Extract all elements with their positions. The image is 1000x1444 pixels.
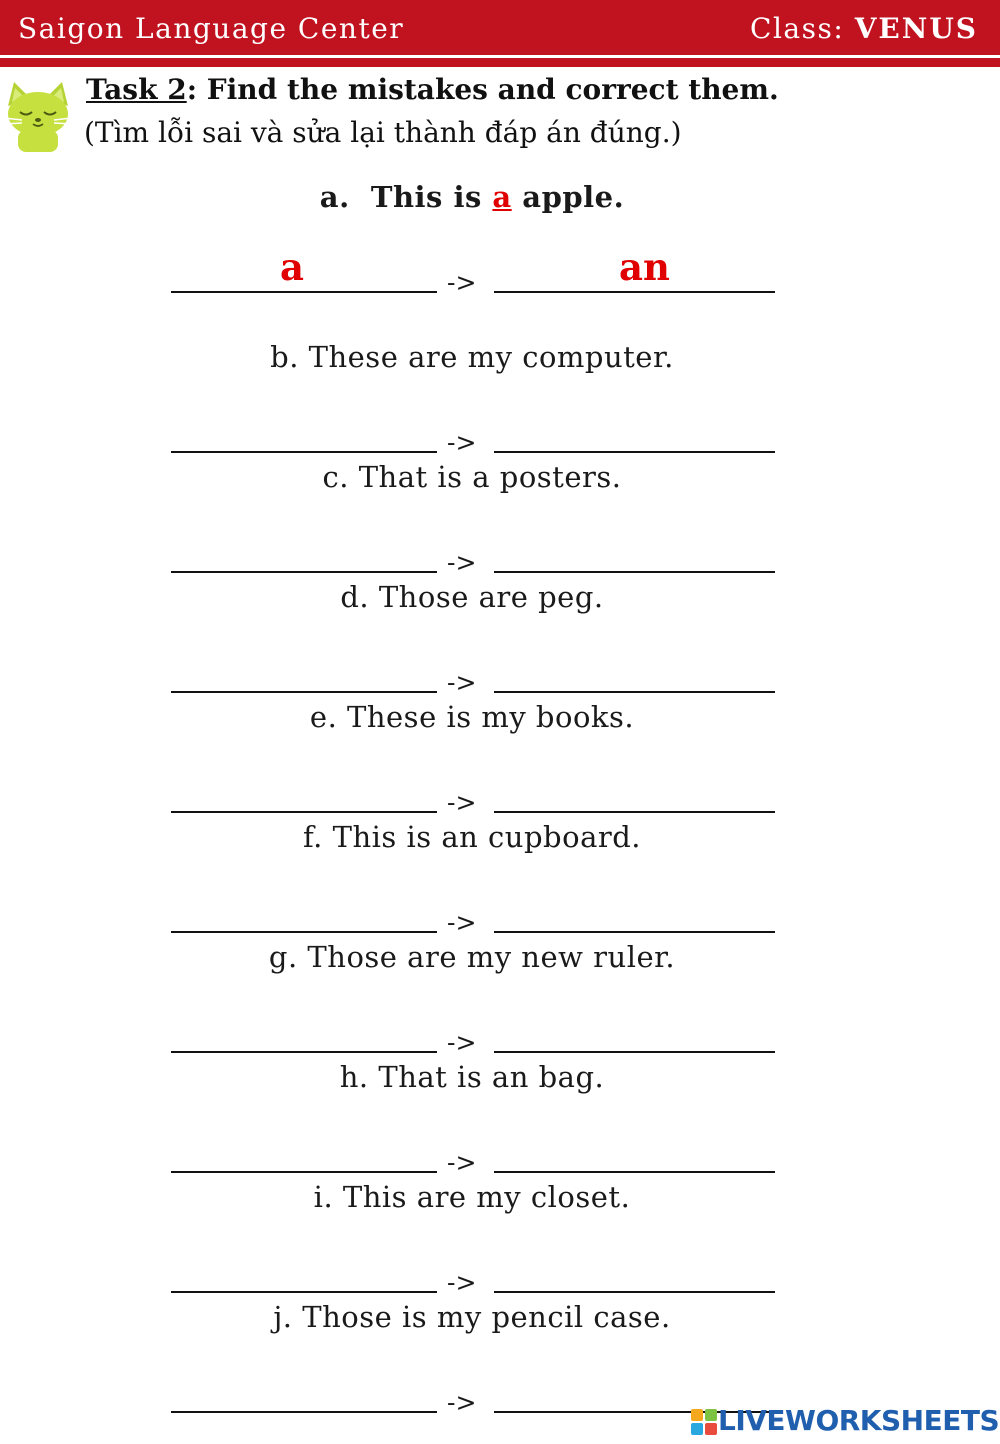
answer-blank-wrong[interactable] xyxy=(171,931,437,933)
answer-blank-wrong[interactable] xyxy=(171,691,437,693)
example-prefix: a. This is xyxy=(319,180,493,214)
sentence-c: c. That is a posters. xyxy=(322,460,622,494)
liveworksheets-badge-icon xyxy=(690,1408,718,1436)
example-suffix: apple. xyxy=(511,180,625,214)
answer-blank-wrong[interactable] xyxy=(171,1051,437,1053)
sentence-e: e. These is my books. xyxy=(309,700,635,734)
answer-blank-correct[interactable] xyxy=(494,1171,775,1173)
sentence-d: d. Those are peg. xyxy=(340,580,604,614)
arrow-glyph: -> xyxy=(447,268,477,297)
class-info xyxy=(750,12,978,45)
answer-row-b xyxy=(0,413,1000,457)
answer-blank-wrong[interactable] xyxy=(171,1171,437,1173)
example-sentence xyxy=(0,180,944,214)
header-divider xyxy=(0,58,1000,67)
answer-blank-wrong[interactable] xyxy=(171,1411,437,1413)
answer-row-h xyxy=(0,1133,1000,1177)
example-wrong-answer: a xyxy=(280,245,304,289)
answer-blank-wrong[interactable] xyxy=(171,811,437,813)
school-name: Saigon Language Center xyxy=(18,12,405,45)
arrow-glyph: -> xyxy=(447,1028,477,1057)
example-correct-answer: an xyxy=(619,245,670,289)
answer-blank-correct[interactable] xyxy=(494,291,775,293)
sentence-j: j. Those is my pencil case. xyxy=(273,1300,671,1334)
answer-row-c xyxy=(0,533,1000,577)
answer-blank-correct[interactable] xyxy=(494,811,775,813)
answer-blank-wrong[interactable] xyxy=(171,291,437,293)
sentence-h: h. That is an bag. xyxy=(339,1060,605,1094)
cat-mascot-icon xyxy=(0,78,76,154)
answer-row-f xyxy=(0,893,1000,937)
arrow-glyph: -> xyxy=(447,1148,477,1177)
answer-row-g xyxy=(0,1013,1000,1057)
liveworksheets-logo xyxy=(690,1404,1000,1438)
answer-blank-wrong[interactable] xyxy=(171,451,437,453)
answer-row-i xyxy=(0,1253,1000,1297)
task-heading xyxy=(86,73,779,106)
answer-blank-correct[interactable] xyxy=(494,691,775,693)
arrow-glyph: -> xyxy=(447,1268,477,1297)
answer-blank-correct[interactable] xyxy=(494,451,775,453)
answer-blank-wrong[interactable] xyxy=(171,1291,437,1293)
answer-blank-correct[interactable] xyxy=(494,1051,775,1053)
arrow-glyph: -> xyxy=(447,668,477,697)
task-label: Task 2 xyxy=(86,73,187,106)
arrow-glyph: -> xyxy=(447,428,477,457)
answer-row-e xyxy=(0,773,1000,817)
sentence-g: g. Those are my new ruler. xyxy=(268,940,676,974)
header-bar xyxy=(0,0,1000,55)
sentence-i: i. This are my closet. xyxy=(313,1180,631,1214)
class-name: VENUS xyxy=(854,12,978,45)
task-instruction: : Find the mistakes and correct them. xyxy=(186,73,779,106)
answer-blank-correct[interactable] xyxy=(494,571,775,573)
answer-blank-correct[interactable] xyxy=(494,931,775,933)
arrow-glyph: -> xyxy=(447,1388,477,1417)
class-label: Class: xyxy=(750,12,845,45)
answer-row-d xyxy=(0,653,1000,697)
arrow-glyph: -> xyxy=(447,788,477,817)
answer-blank-wrong[interactable] xyxy=(171,571,437,573)
task-subtitle: (Tìm lỗi sai và sửa lại thành đáp án đúng.) xyxy=(84,116,682,149)
arrow-glyph: -> xyxy=(447,548,477,577)
sentence-b: b. These are my computer. xyxy=(270,340,674,374)
example-answer-row xyxy=(0,245,1000,297)
example-mistake: a xyxy=(492,180,512,214)
arrow-glyph: -> xyxy=(447,908,477,937)
answer-blank-correct[interactable] xyxy=(494,1291,775,1293)
liveworksheets-wordmark: LIVEWORKSHEETS xyxy=(718,1404,1000,1437)
sentence-f: f. This is an cupboard. xyxy=(302,820,642,854)
